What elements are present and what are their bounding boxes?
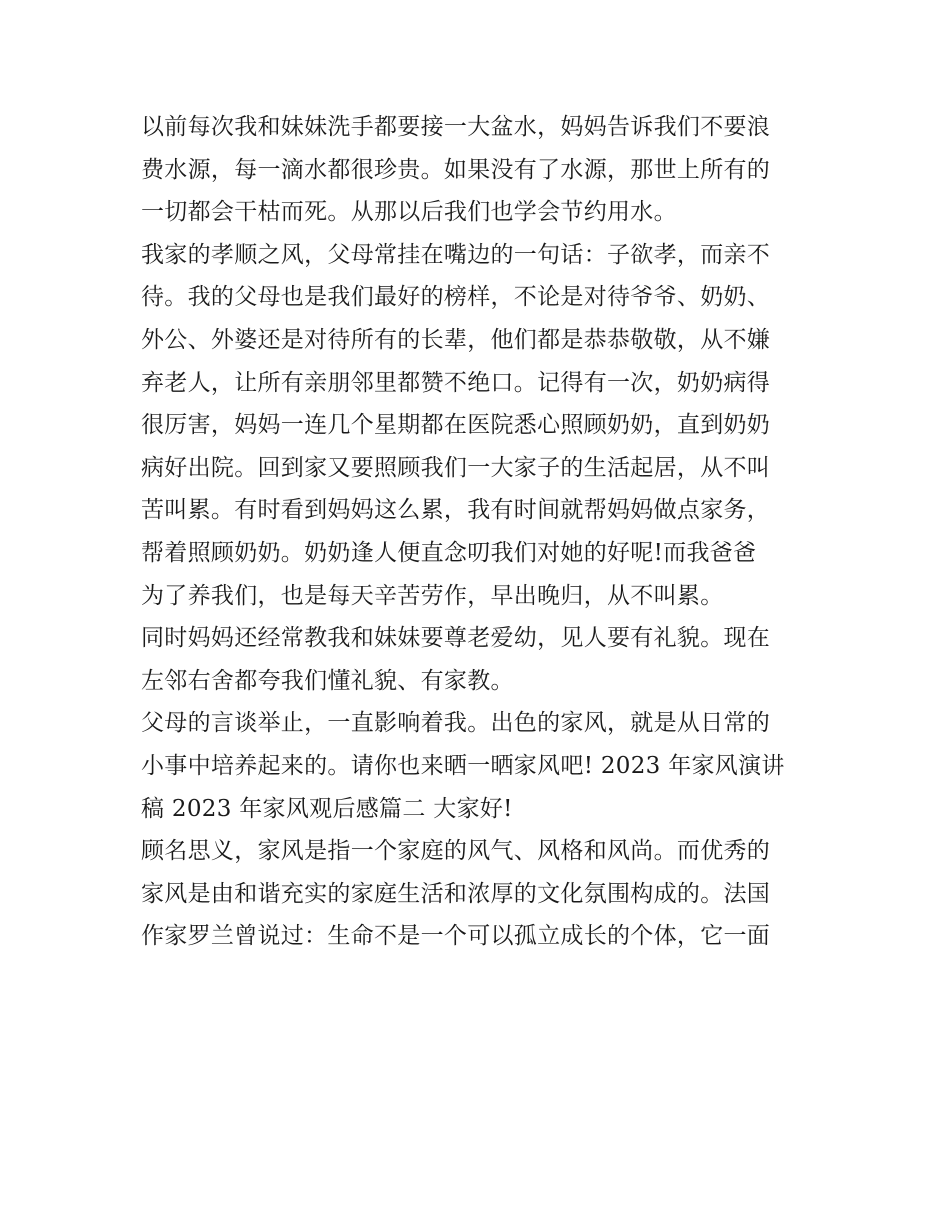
text-line: 以前每次我和妹妹洗手都要接一大盆水，妈妈告诉我们不要浪: [141, 114, 771, 140]
text-line: 一切都会干枯而死。从那以后我们也学会节约用水。: [141, 199, 677, 226]
document-body: [141, 106, 821, 958]
text-line: 左邻右舍都夸我们懂礼貌、有家教。: [141, 667, 514, 694]
text-line: 苦叫累。有时看到妈妈这么累，我有时间就帮妈妈做点家务，: [141, 497, 771, 524]
text-line: 顾名思义，家风是指一个家庭的风气、风格和风尚。而优秀的: [141, 838, 771, 865]
text-line: 家风是由和谐充实的家庭生活和浓厚的文化氛围构成的。法国: [141, 880, 771, 907]
text-line: 小事中培养起来的。请你也来晒一晒家风吧! 2023 年家风演讲: [141, 752, 785, 779]
text-line: 待。我的父母也是我们最好的榜样，不论是对待爷爷、奶奶、: [141, 284, 771, 311]
text-line: 费水源，每一滴水都很珍贵。如果没有了水源，那世上所有的: [141, 156, 771, 183]
text-line: 很厉害，妈妈一连几个星期都在医院悉心照顾奶奶，直到奶奶: [141, 412, 771, 439]
text-line: 帮着照顾奶奶。奶奶逢人便直念叨我们对她的好呢!而我爸爸: [141, 539, 757, 566]
text-line: 病好出院。回到家又要照顾我们一大家子的生活起居，从不叫: [141, 454, 771, 481]
text-line: 弃老人，让所有亲朋邻里都赞不绝口。记得有一次，奶奶病得: [141, 369, 771, 396]
text-line: 为了养我们，也是每天辛苦劳作，早出晚归，从不叫累。: [141, 582, 724, 609]
text-line: 父母的言谈举止，一直影响着我。出色的家风，就是从日常的: [141, 710, 771, 737]
text-line: 我家的孝顺之风，父母常挂在嘴边的一句话：子欲孝，而亲不: [141, 241, 771, 268]
text-line: 作家罗兰曾说过：生命不是一个可以孤立成长的个体，它一面: [141, 923, 771, 950]
text-line: 稿 2023 年家风观后感篇二 大家好!: [141, 795, 513, 822]
text-line: 同时妈妈还经常教我和妹妹要尊老爱幼，见人要有礼貌。现在: [141, 625, 771, 652]
text-line: 外公、外婆还是对待所有的长辈，他们都是恭恭敬敬，从不嫌: [141, 326, 771, 353]
